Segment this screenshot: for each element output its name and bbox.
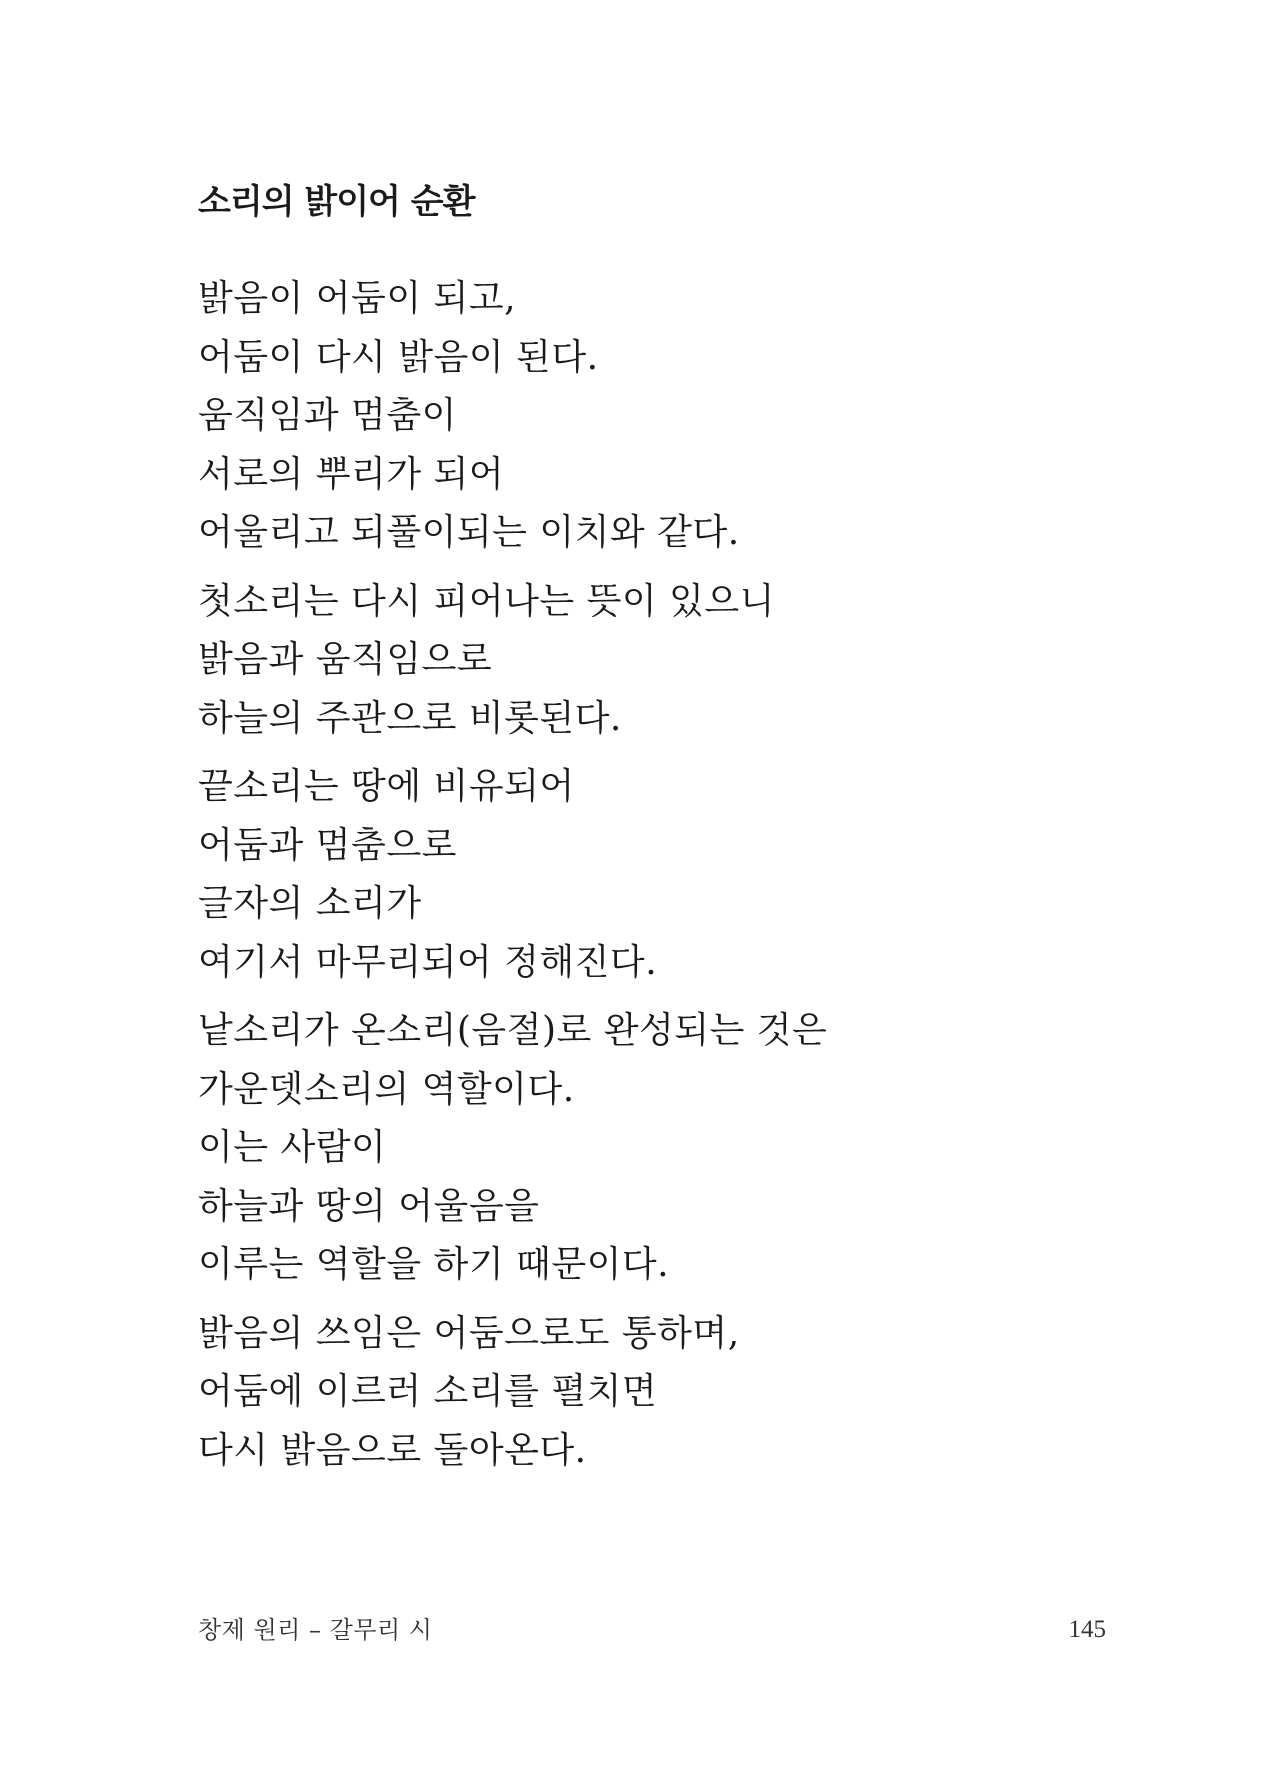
stanza (198, 1305, 1098, 1481)
poem-line: 움직임과 멈춤이 (198, 395, 457, 436)
page-number: 145 (1068, 1616, 1106, 1643)
poem-line: 어울리고 되풀이되는 이치와 같다. (198, 512, 740, 553)
poem-line: 하늘의 주관으로 비롯된다. (198, 697, 622, 739)
poem-line: 서로의 뿌리가 되어 (198, 453, 505, 495)
poem-line: 다시 밝음으로 돌아온다. (198, 1429, 587, 1471)
poem-title: 소리의 밝이어 순환 (198, 182, 475, 222)
poem-line: 어둠과 멈춤으로 (198, 824, 457, 866)
stanza (198, 1002, 1098, 1295)
poem-line: 어둠에 이르러 소리를 펼치면 (198, 1371, 658, 1412)
poem-line: 끝소리는 땅에 비유되어 (198, 766, 575, 807)
poem-line: 밝음이 어둠이 되고, (198, 278, 517, 319)
stanza (198, 758, 1098, 992)
poem-line: 밝음과 움직임으로 (198, 639, 493, 680)
poem-line: 이는 사람이 (198, 1127, 387, 1168)
poem-line: 밝음의 쓰임은 어둠으로도 통하며, (198, 1312, 740, 1354)
poem-line: 낱소리가 온소리(음절)로 완성되는 것은 (198, 1010, 828, 1051)
poem-body (198, 270, 1098, 1490)
stanza (198, 270, 1098, 563)
poem-line: 글자의 소리가 (198, 883, 422, 924)
poem-line: 어둠이 다시 밝음이 된다. (198, 336, 599, 378)
poem-line: 여기서 마무리되어 정해진다. (198, 941, 658, 983)
stanza (198, 573, 1098, 749)
poem-line: 하늘과 땅의 어울음을 (198, 1185, 540, 1227)
poem-line: 이루는 역할을 하기 때문이다. (198, 1244, 670, 1285)
running-footer-section: 창제 원리 – 갈무리 시 (198, 1616, 433, 1644)
poem-line: 첫소리는 다시 피어나는 뜻이 있으니 (198, 580, 775, 622)
poem-line: 가운뎃소리의 역할이다. (198, 1068, 575, 1110)
